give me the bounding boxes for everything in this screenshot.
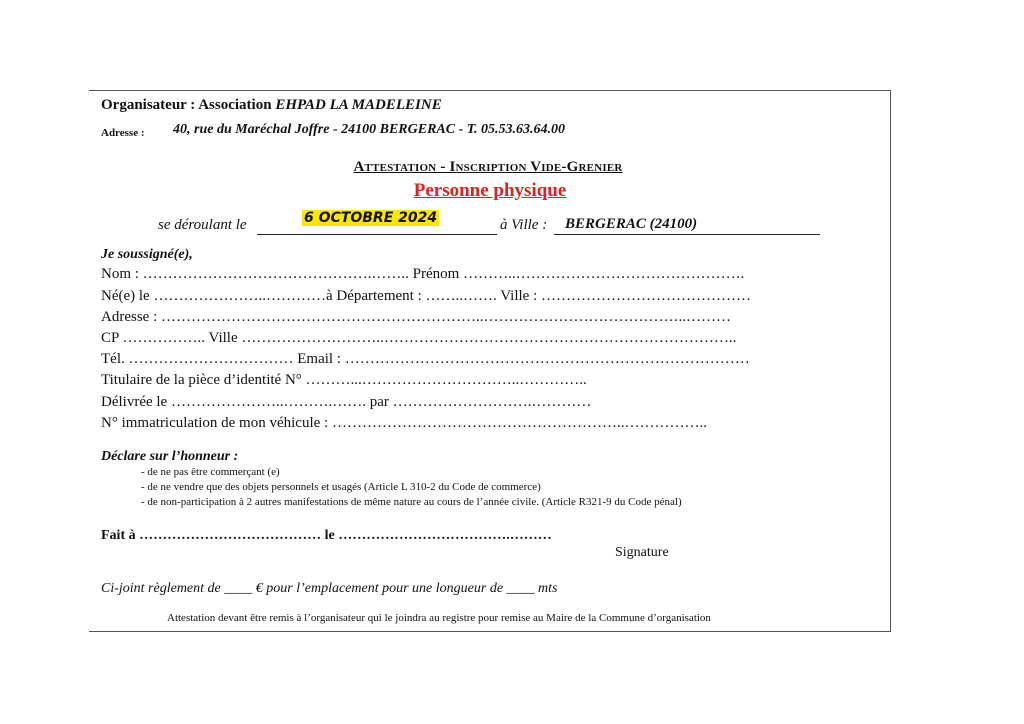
organizer-line: [101, 97, 442, 114]
declaration-item: - de non-participation à 2 autres manifestations de même nature au cours de l’année civile. (Article R321-9 du Code pénal): [141, 496, 682, 508]
address-text: 40, rue du Maréchal Joffre - 24100 BERGERAC - T. 05.53.63.64.00: [173, 122, 566, 137]
field-delivree[interactable]: Délivrée le …………………..……….……. par ……………………….…………: [101, 394, 592, 410]
fait-line[interactable]: Fait à ………………………………… le ……………………………….………: [101, 528, 552, 543]
field-tel-email[interactable]: Tél. …………………………… Email : ………………………………………………………………………: [101, 351, 750, 367]
organizer-label: Organisateur : Association: [101, 97, 272, 113]
page-title: Attestation - Inscription Vide-Grenier: [353, 159, 623, 175]
field-adresse[interactable]: Adresse : ………………………………………………………..…………………………………..………: [101, 309, 731, 325]
event-date: 6 OCTOBRE 2024: [304, 210, 438, 226]
city-underline: [554, 234, 820, 235]
city-label: à Ville :: [500, 217, 548, 233]
field-piece-identite[interactable]: Titulaire de la pièce d’identité N° ………...…………………………..…………..: [101, 372, 587, 388]
date-underline: [257, 234, 497, 235]
field-nom-prenom[interactable]: Nom : ……………………………………….…….. Prénom ………..……………………………………….: [101, 266, 745, 282]
organizer-name: EHPAD LA MADELEINE: [275, 97, 442, 113]
declaration-title: Déclare sur l’honneur :: [101, 449, 239, 464]
declaration-item: - de ne pas être commerçant (e): [141, 466, 280, 478]
date-label: se déroulant le: [158, 217, 247, 233]
signature-label: Signature: [615, 545, 669, 560]
payment-line[interactable]: Ci-joint règlement de ____ € pour l’emplacement pour une longueur de ____ mts: [101, 581, 558, 596]
event-city: BERGERAC (24100): [565, 216, 698, 232]
field-cp-ville[interactable]: CP …………….. Ville ………………………..……………………………………………………………..: [101, 330, 737, 346]
footer-note: Attestation devant être remis à l’organisateur qui le joindra au registre pour remise au Maire de la Commune d’organisation: [167, 612, 711, 624]
field-naissance[interactable]: Né(e) le …………………..…………à Département : ……..……. Ville : ……………………………………: [101, 288, 751, 304]
field-immatriculation[interactable]: N° immatriculation de mon véhicule : …………………………………………………..……………..: [101, 415, 707, 431]
soussigne-heading: Je soussigné(e),: [101, 247, 193, 262]
address-label: Adresse :: [101, 127, 145, 139]
page-subtitle: Personne physique: [413, 180, 567, 201]
declaration-item: - de ne vendre que des objets personnels et usagés (Article L 310-2 du Code de commerce): [141, 481, 541, 493]
